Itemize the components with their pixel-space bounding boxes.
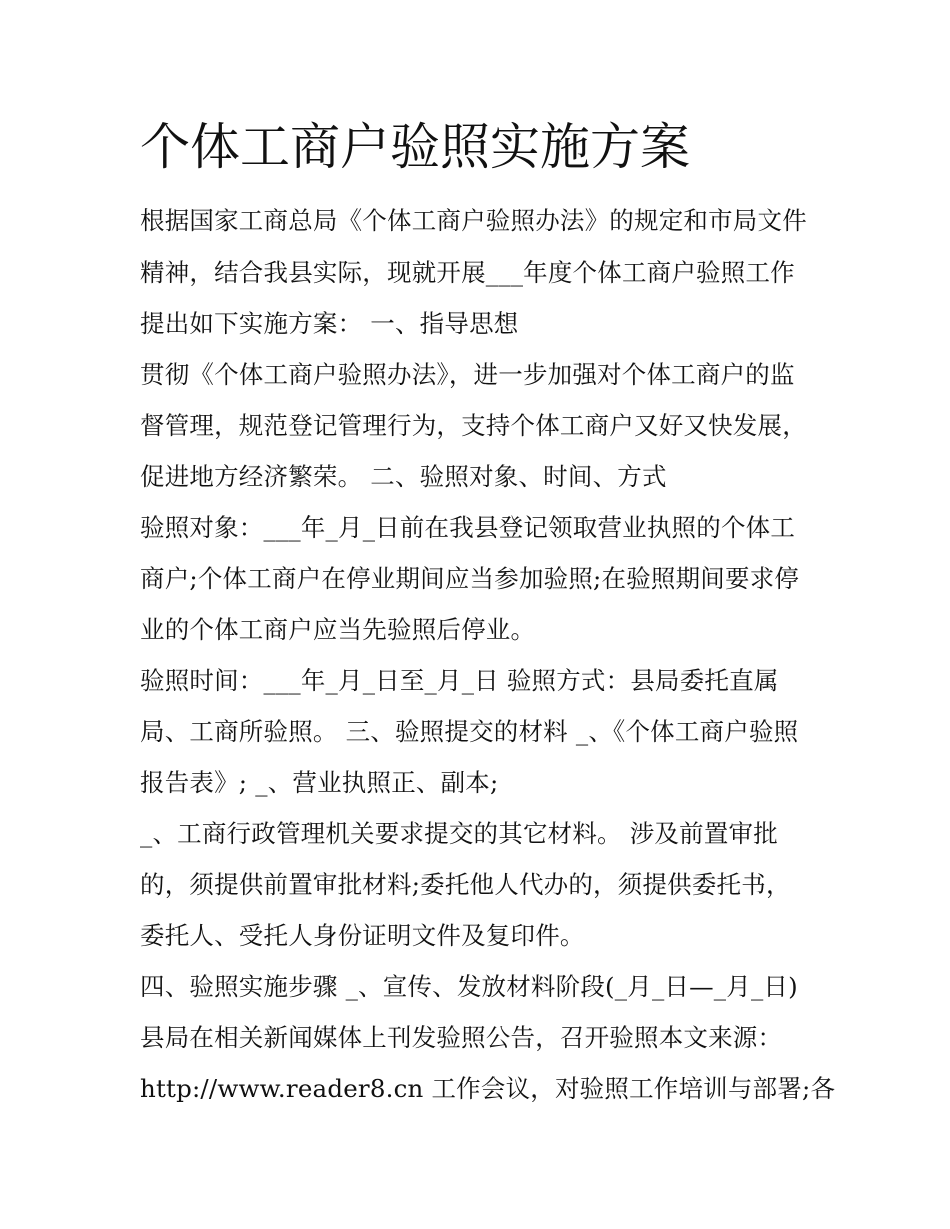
body-line-3: 提出如下实施方案： 一、指导思想 xyxy=(140,309,519,338)
body-line-15: 委托人、受托人身份证明文件及复印件。 xyxy=(140,921,585,950)
body-line-9: 业的个体工商户应当先验照后停业。 xyxy=(140,615,536,644)
body-line-1: 根据国家工商总局《个体工商户验照办法》的规定和市局文件 xyxy=(140,206,807,235)
body-line-4: 贯彻《个体工商户验照办法》，进一步加强对个体工商户的监 xyxy=(140,360,795,389)
body-line-2: 精神，结合我县实际，现就开展___年度个体工商户验照工作 xyxy=(140,258,795,287)
body-line-12: 报告表》; _、营业执照正、副本; xyxy=(140,768,499,797)
body-line-17: 县局在相关新闻媒体上刊发验照公告，召开验照本文来源： xyxy=(140,1023,783,1052)
body-line-18: http://www.reader8.cn 工作会议，对验照工作培训与部署;各 xyxy=(140,1074,836,1103)
body-line-13: _、工商行政管理机关要求提交的其它材料。 涉及前置审批 xyxy=(140,819,778,848)
body-line-10: 验照时间：___年_月_日至_月_日 验照方式：县局委托直属 xyxy=(140,666,779,695)
body-line-5: 督管理，规范登记管理行为，支持个体工商户又好又快发展， xyxy=(140,411,807,440)
body-line-6: 促进地方经济繁荣。 二、验照对象、时间、方式 xyxy=(140,462,667,491)
body-line-16: 四、验照实施步骤 _、宣传、发放材料阶段(_月_日—_月_日) xyxy=(140,972,798,1001)
body-line-7: 验照对象：___年_月_日前在我县登记领取营业执照的个体工 xyxy=(140,513,796,542)
body-line-14: 的，须提供前置审批材料;委托他人代办的，须提供委托书， xyxy=(140,870,791,899)
document-title: 个体工商户验照实施方案 xyxy=(140,118,690,176)
body-line-11: 局、工商所验照。 三、验照提交的材料 _、《个体工商户验照 xyxy=(140,717,799,746)
body-line-8: 商户;个体工商户在停业期间应当参加验照;在验照期间要求停 xyxy=(140,564,800,593)
